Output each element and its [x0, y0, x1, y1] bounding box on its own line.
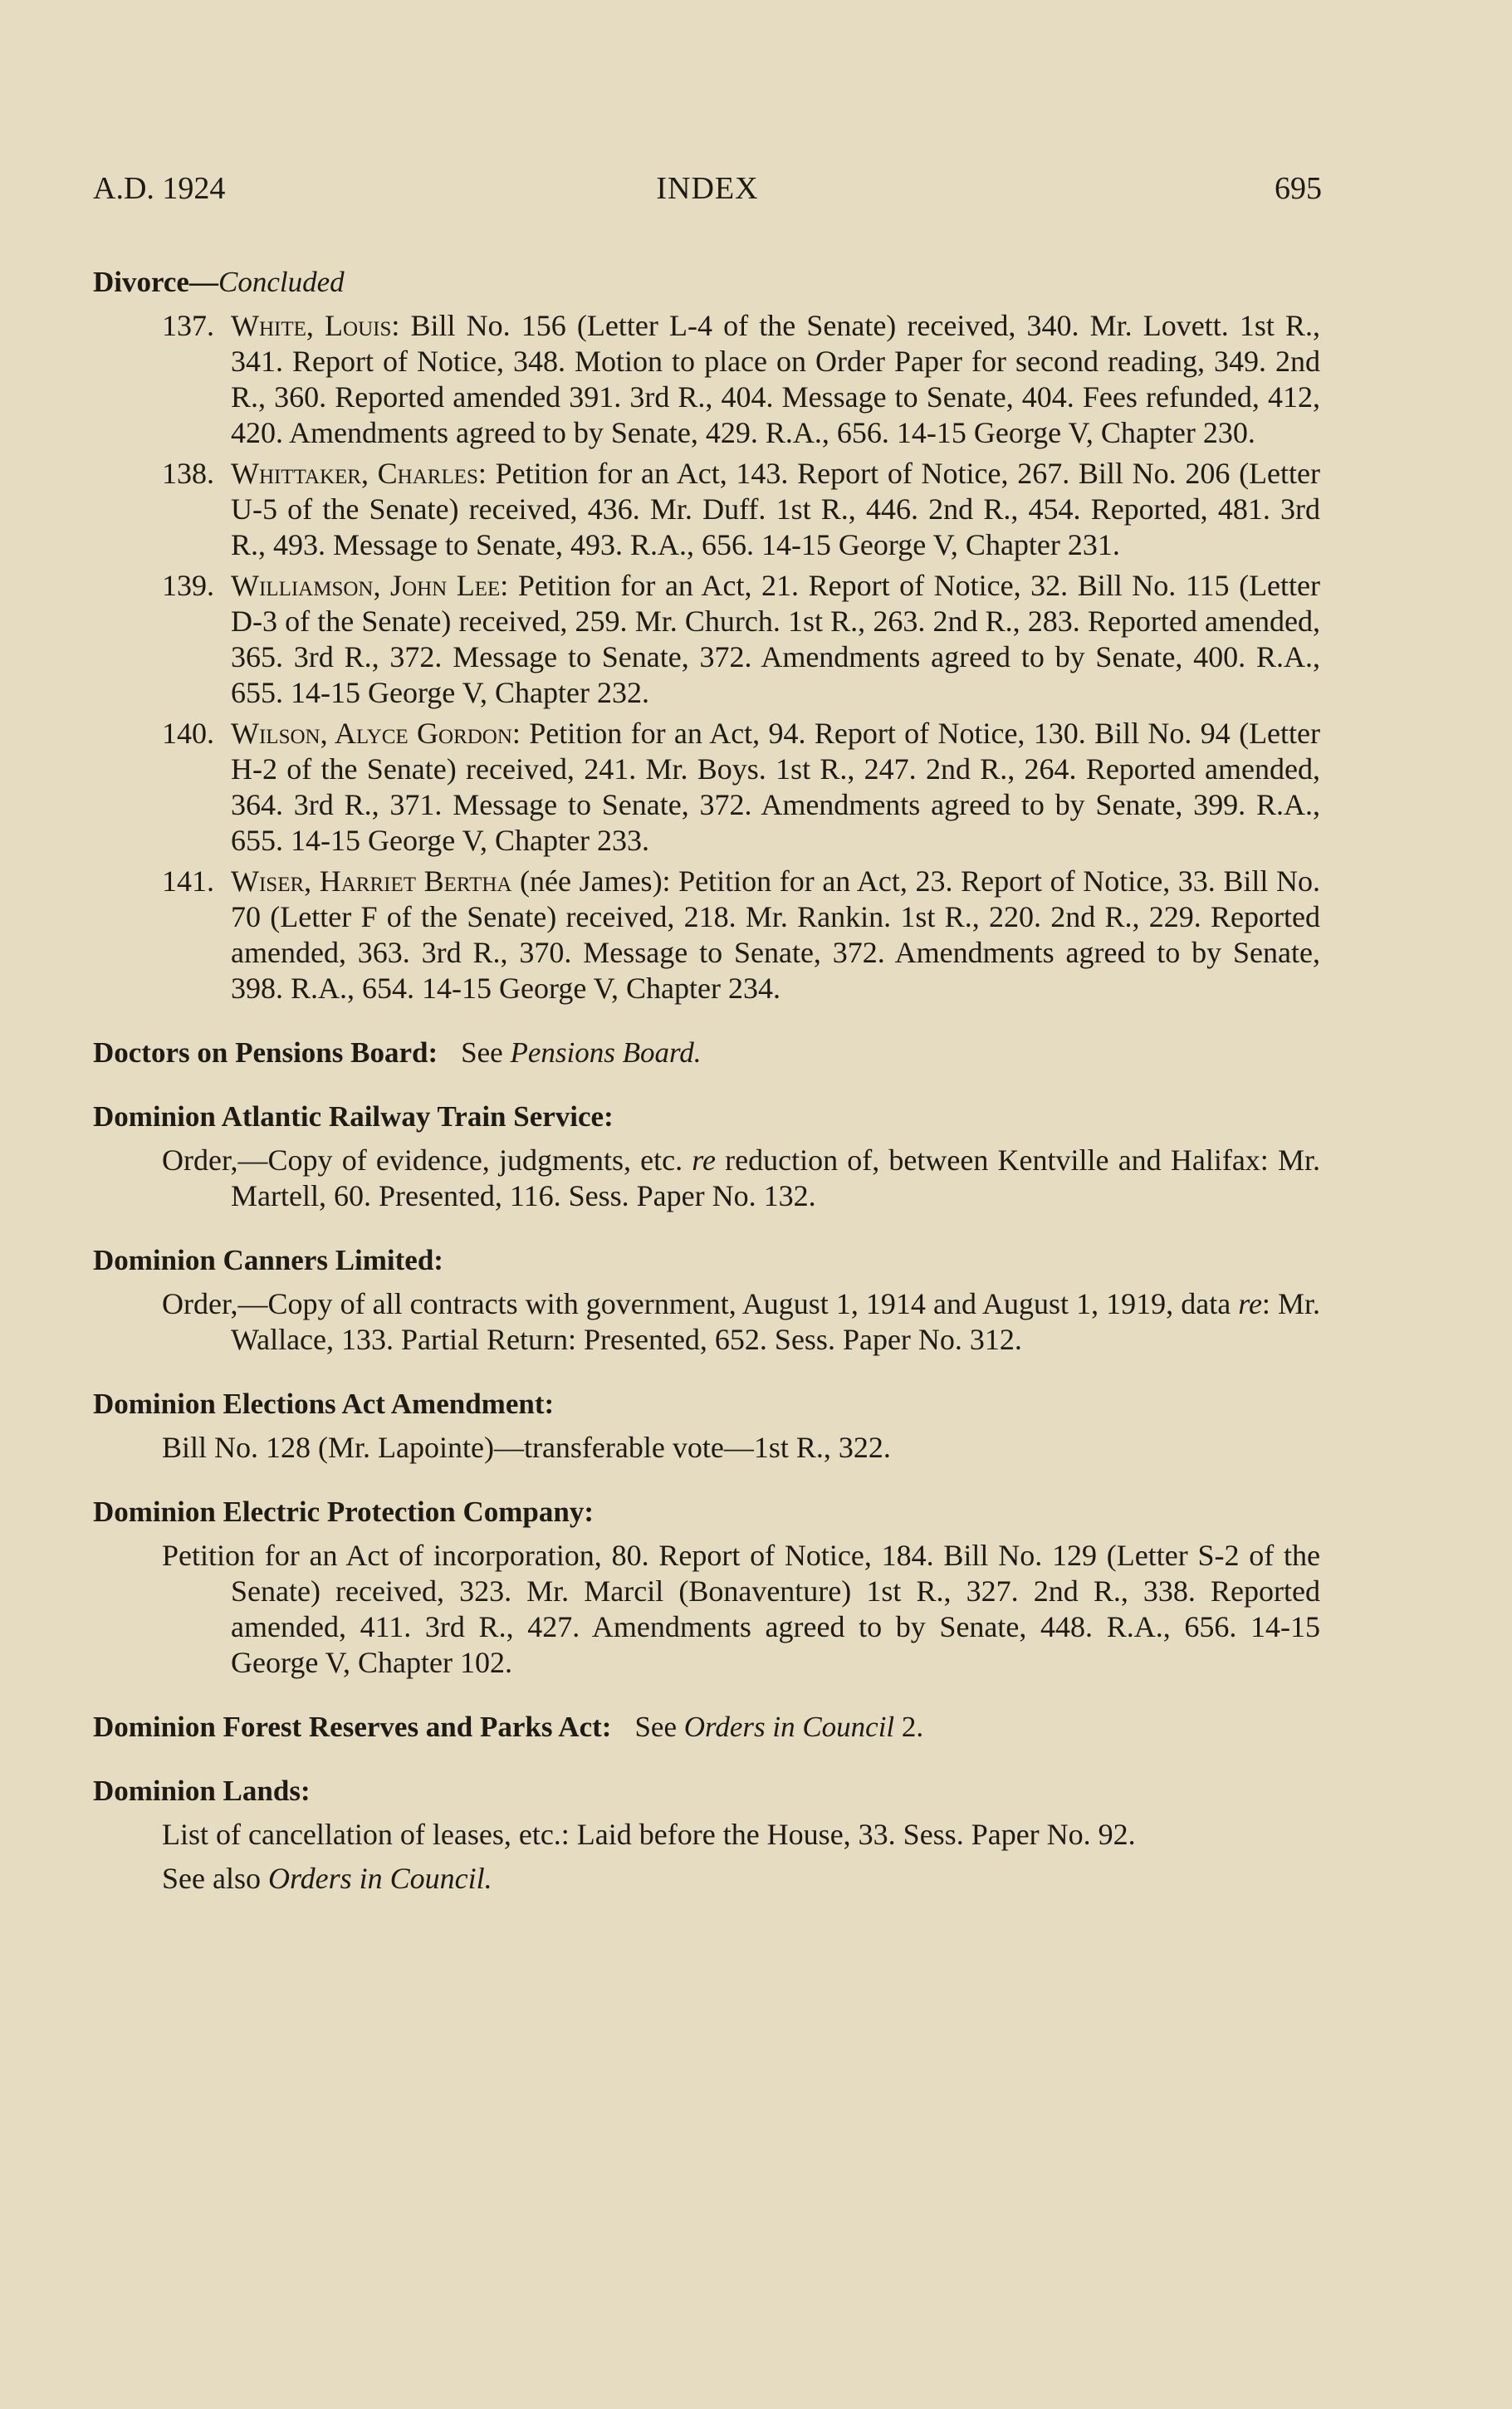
section-heading: Dominion Forest Reserves and Parks Act: See Orders in Council 2. [93, 1711, 924, 1743]
header-title: INDEX [656, 171, 759, 206]
section-heading: Doctors on Pensions Board: See Pensions Board. [93, 1036, 702, 1069]
index-entry: 137. White, Louis: Bill No. 156 (Letter L-4 of the Senate) received, 340. Mr. Lovett. 1st R., 341. Report of Notice, 348. Motion to place on Order Paper for second reading, 349. 2nd R., 360. Reported amended 391. 3rd R., 404. Message to Senate, 404. Fees refunded, 412, 420. Amendments agreed to by Senate, 429. R.A., 656. 14-15 George V, Chapter 230. [162, 309, 1320, 449]
section-heading: Dominion Canners Limited: [93, 1244, 443, 1276]
section-heading: Dominion Elections Act Amendment: [93, 1388, 555, 1420]
cross-reference: Pensions Board. [510, 1036, 702, 1069]
section-heading: Dominion Atlantic Railway Train Service: [93, 1100, 614, 1133]
section-heading: Dominion Electric Protection Company: [93, 1496, 595, 1528]
index-content [93, 264, 1320, 1897]
cross-reference: Orders in Council. [267, 1862, 492, 1895]
section-heading: Divorce—Concluded [93, 266, 345, 298]
index-entry: 140. Wilson, Alyce Gordon: Petition for an Act, 94. Report of Notice, 130. Bill No. 94 (Letter H-2 of the Senate) received, 241. Mr. Boys. 1st R., 247. 2nd R., 264. Reported amended, 364. 3rd R., 371. Message to Senate, 372. Amendments agreed to by Senate, 399. R.A., 655. 14-15 George V, Chapter 233. [162, 717, 1321, 857]
running-head [93, 170, 1322, 212]
index-entry: Petition for an Act of incorporation, 80. Report of Notice, 184. Bill No. 129 (Letter S-2 of the Senate) received, 323. Mr. Marcil (Bonaventure) 1st R., 327. 2nd R., 338. Reported amended, 411. 3rd R., 427. Amendments agreed to by Senate, 448. R.A., 656. 14-15 George V, Chapter 102. [162, 1539, 1320, 1679]
section-divorce [93, 264, 1320, 1006]
index-entry: List of cancellation of leases, etc.: Laid before the House, 33. Sess. Paper No. 92. [162, 1818, 1136, 1851]
cross-reference: Orders in Council [683, 1711, 895, 1743]
section-dominion-forest-reserves [93, 1709, 1320, 1745]
index-entry: Bill No. 128 (Mr. Lapointe)—transferable vote—1st R., 322. [162, 1431, 891, 1464]
header-year: A.D. 1924 [93, 171, 226, 206]
see-also: See also Orders in Council. [162, 1862, 492, 1895]
index-entry: 139. Williamson, John Lee: Petition for an Act, 21. Report of Notice, 32. Bill No. 115 (Letter D-3 of the Senate) received, 259. Mr. Church. 1st R., 263. 2nd R., 283. Reported amended, 365. 3rd R., 372. Message to Senate, 372. Amendments agreed to by Senate, 400. R.A., 655. 14-15 George V, Chapter 232. [162, 569, 1321, 709]
section-doctors-pensions-board [93, 1035, 1320, 1070]
section-heading: Dominion Lands: [93, 1775, 311, 1807]
section-dominion-electric-protection [93, 1494, 1320, 1681]
page-number: 695 [1275, 171, 1322, 206]
index-entry: Order,—Copy of evidence, judgments, etc. re reduction of, between Kentville and Halifax: Mr. Martell, 60. Presented, 116. Sess. Paper No. 132. [162, 1143, 1320, 1212]
index-entry: Order,—Copy of all contracts with government, August 1, 1914 and August 1, 1919, data re: Mr. Wallace, 133. Partial Return: Presented, 652. Sess. Paper No. 312. [162, 1287, 1320, 1356]
index-entry: 138. Whittaker, Charles: Petition for an Act, 143. Report of Notice, 267. Bill No. 206 (Letter U-5 of the Senate) received, 436. Mr. Duff. 1st R., 446. 2nd R., 454. Reported, 481. 3rd R., 493. Message to Senate, 493. R.A., 656. 14-15 George V, Chapter 231. [162, 457, 1320, 561]
index-entry: 141. Wiser, Harriet Bertha (née James): Petition for an Act, 23. Report of Notice, 33. Bill No. 70 (Letter F of the Senate) received, 218. Mr. Rankin. 1st R., 220. 2nd R., 229. Reported amended, 363. 3rd R., 370. Message to Senate, 372. Amendments agreed to by Senate, 398. R.A., 654. 14-15 George V, Chapter 234. [162, 864, 1320, 1005]
section-dominion-atlantic-railway [93, 1099, 1320, 1214]
section-dominion-elections-act [93, 1386, 1320, 1466]
section-dominion-lands [93, 1773, 1320, 1897]
section-dominion-canners [93, 1242, 1320, 1358]
